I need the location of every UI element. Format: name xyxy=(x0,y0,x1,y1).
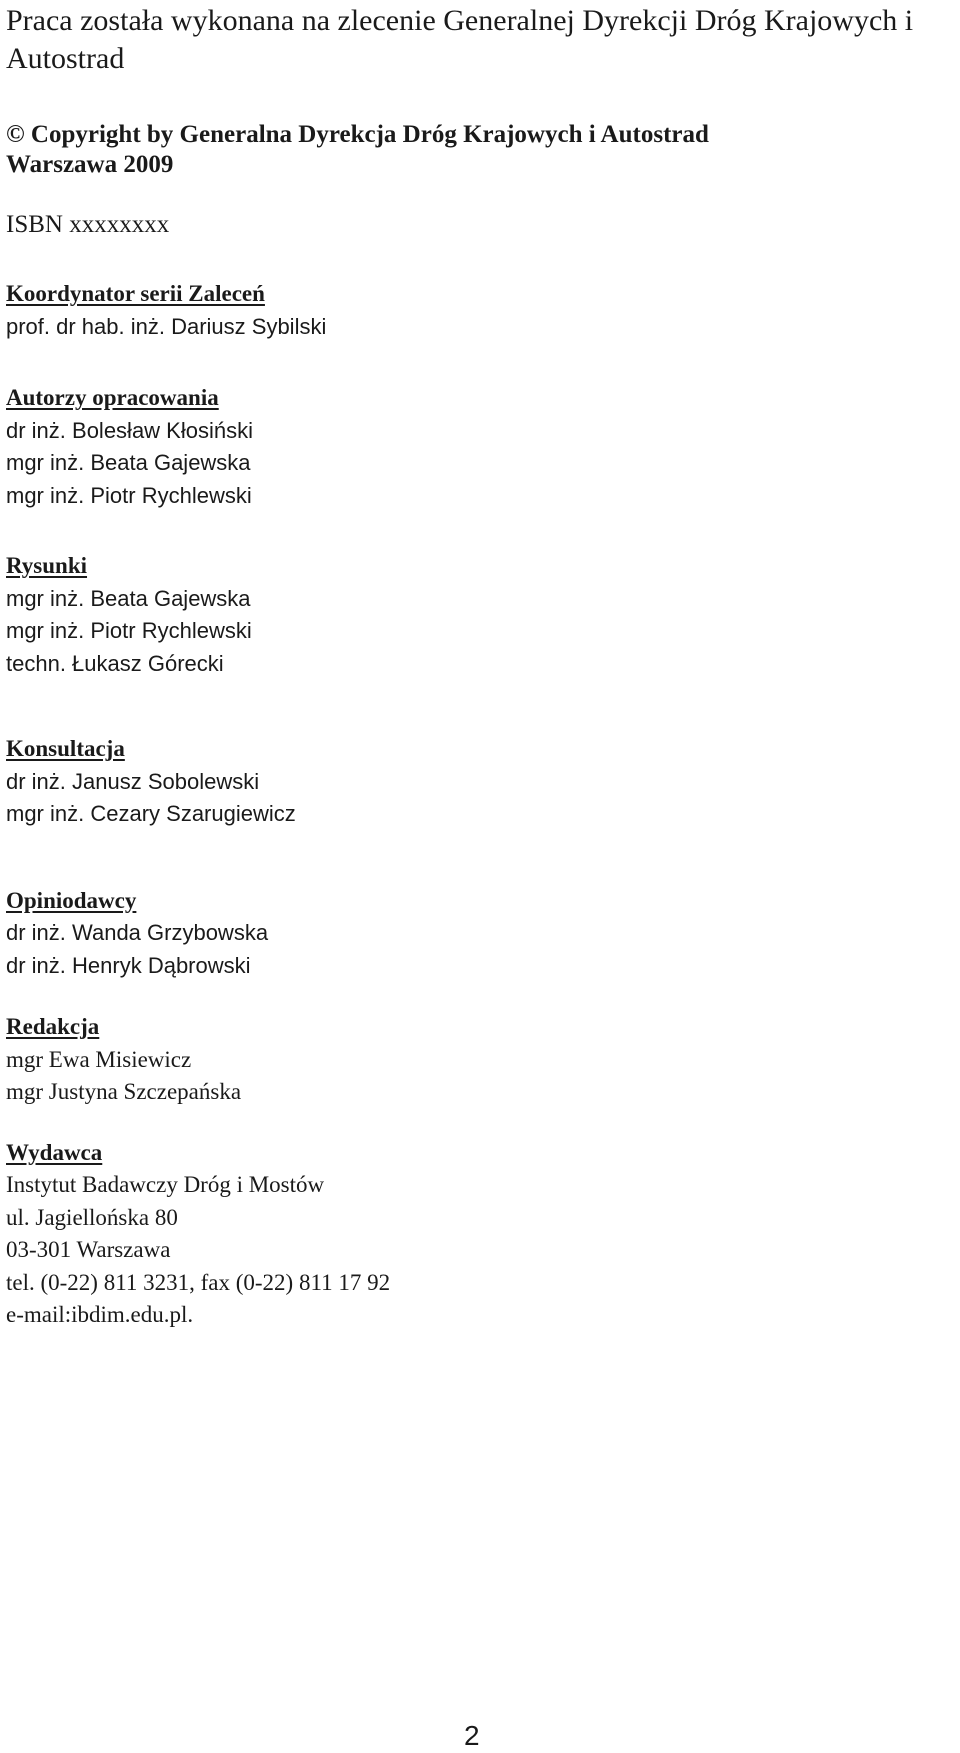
section-editing xyxy=(6,1011,946,1109)
section-heading: Opiniodawcy xyxy=(6,887,137,913)
section-heading: Redakcja xyxy=(6,1014,100,1039)
publisher-name: Instytut Badawczy Dróg i Mostów xyxy=(6,1172,325,1197)
person-name: mgr inż. Cezary Szarugiewicz xyxy=(6,801,296,826)
copyright-notice xyxy=(6,120,946,180)
section-authors xyxy=(6,382,946,512)
section-coordinator xyxy=(6,278,946,343)
person-name: dr inż. Bolesław Kłosiński xyxy=(6,417,253,443)
publisher-street: ul. Jagiellońska 80 xyxy=(6,1204,178,1230)
document-title: Praca została wykonana na zlecenie Generalnej Dyrekcji Dróg Krajowych i Autostrad xyxy=(6,4,914,75)
isbn: ISBN xxxxxxxx xyxy=(6,211,170,238)
section-reviewers xyxy=(6,885,946,983)
section-consultation xyxy=(6,733,946,831)
person-name: techn. Łukasz Górecki xyxy=(6,650,224,676)
person-name: mgr Justyna Szczepańska xyxy=(6,1079,242,1104)
section-heading: Konsultacja xyxy=(6,736,125,761)
person-name: prof. dr hab. inż. Dariusz Sybilski xyxy=(6,313,327,339)
person-name: mgr inż. Piotr Rychlewski xyxy=(6,618,252,643)
publisher-city: 03-301 Warszawa xyxy=(6,1237,171,1262)
section-publisher xyxy=(6,1137,946,1332)
section-heading: Wydawca xyxy=(6,1139,103,1165)
person-name: mgr Ewa Misiewicz xyxy=(6,1046,192,1072)
person-name: dr inż. Janusz Sobolewski xyxy=(6,768,260,794)
section-heading: Rysunki xyxy=(6,553,88,578)
publisher-email: e-mail:ibdim.edu.pl. xyxy=(6,1302,194,1327)
section-heading: Autorzy opracowania xyxy=(6,385,219,410)
person-name: mgr inż. Beata Gajewska xyxy=(6,585,251,611)
document-page xyxy=(6,0,946,1332)
copyright-line: © Copyright by Generalna Dyrekcja Dróg Krajowych i Autostrad xyxy=(6,121,709,148)
person-name: mgr inż. Beata Gajewska xyxy=(6,450,251,475)
copyright-place-year: Warszawa 2009 xyxy=(6,151,174,178)
section-heading: Koordynator serii Zaleceń xyxy=(6,281,265,306)
person-name: dr inż. Wanda Grzybowska xyxy=(6,920,269,945)
person-name: dr inż. Henryk Dąbrowski xyxy=(6,952,251,978)
publisher-phone-fax: tel. (0-22) 811 3231, fax (0-22) 811 17 92 xyxy=(6,1269,391,1295)
section-drawings xyxy=(6,550,946,680)
person-name: mgr inż. Piotr Rychlewski xyxy=(6,482,252,508)
page-number: 2 xyxy=(464,1720,480,1751)
